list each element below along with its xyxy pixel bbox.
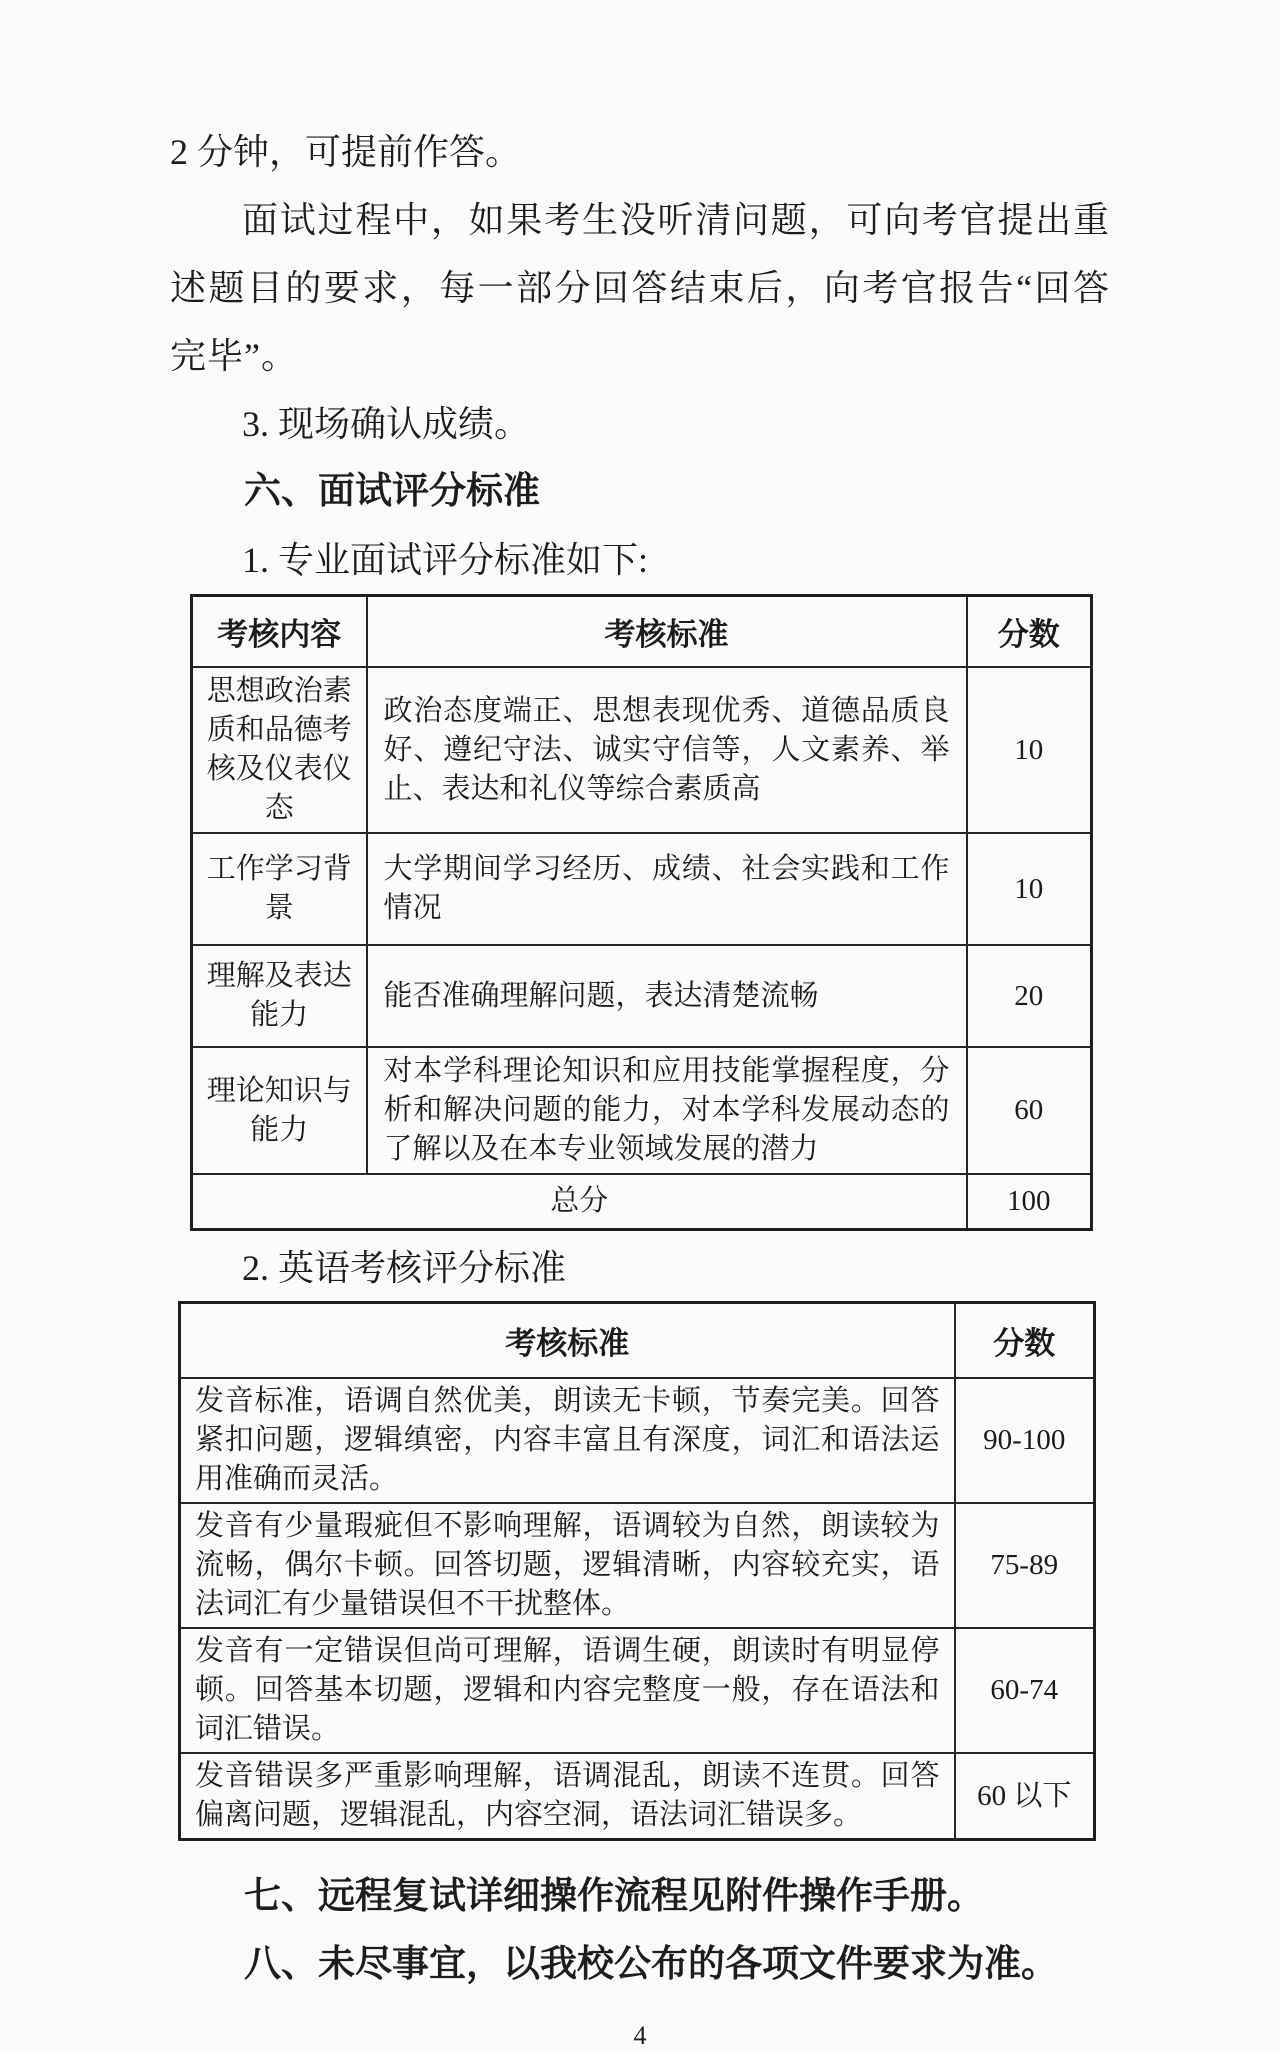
table1-total-row	[192, 1174, 1092, 1230]
table1-row4-score: 60	[967, 1047, 1092, 1174]
table2-row1-standard: 发音标准，语调自然优美，朗读无卡顿，节奏完美。回答紧扣问题，逻辑缜密，内容丰富且有深度，词汇和语法运用准确而灵活。	[180, 1378, 955, 1503]
table-row	[180, 1628, 1095, 1753]
table1-header-content: 考核内容	[192, 596, 367, 668]
table-row	[192, 945, 1092, 1047]
table2-row3-standard: 发音有一定错误但尚可理解，语调生硬，朗读时有明显停顿。回答基本切题，逻辑和内容完整度一般，存在语法和词汇错误。	[180, 1628, 955, 1753]
table1-row3-standard: 能否准确理解问题，表达清楚流畅	[367, 945, 967, 1047]
table1-header-row	[192, 596, 1092, 668]
section-heading-six: 六、面试评分标准	[244, 471, 540, 512]
paragraph-confirm-score: 3. 现场确认成绩。	[242, 404, 531, 444]
professional-interview-score-table	[190, 594, 1093, 1231]
table-row	[192, 667, 1092, 833]
table2-header-row	[180, 1303, 1095, 1379]
paragraph-interview-process: 面试过程中，如果考生没听清问题，可向考官提出重述题目的要求，每一部分回答结束后，向考官报告“回答完毕”。	[170, 200, 1110, 376]
table1-row2-content: 工作学习背景	[192, 833, 367, 945]
table1-header-score: 分数	[967, 596, 1092, 668]
table-row	[192, 833, 1092, 945]
table1-row4-standard: 对本学科理论知识和应用技能掌握程度，分析和解决问题的能力，对本学科发展动态的了解以及在本专业领域发展的潜力	[367, 1047, 967, 1174]
table1-row1-content: 思想政治素质和品德考核及仪表仪态	[192, 667, 367, 833]
table2-row1-score: 90-100	[955, 1378, 1095, 1503]
table1-row3-score: 20	[967, 945, 1092, 1047]
table2-row2-standard: 发音有少量瑕疵但不影响理解，语调较为自然，朗读较为流畅，偶尔卡顿。回答切题，逻辑清晰，内容较充实，语法词汇有少量错误但不干扰整体。	[180, 1503, 955, 1628]
table-row	[180, 1378, 1095, 1503]
section-heading-eight: 八、未尽事宜，以我校公布的各项文件要求为准。	[244, 1944, 1058, 1985]
table2-row4-score: 60 以下	[955, 1753, 1095, 1840]
table2-row3-score: 60-74	[955, 1628, 1095, 1753]
table1-row2-score: 10	[967, 833, 1092, 945]
table1-header-standard: 考核标准	[367, 596, 967, 668]
english-assessment-score-table	[178, 1301, 1096, 1841]
table1-row2-standard: 大学期间学习经历、成绩、社会实践和工作情况	[367, 833, 967, 945]
table-row	[192, 1047, 1092, 1174]
table1-row1-standard: 政治态度端正、思想表现优秀、道德品质良好、遵纪守法、诚实守信等，人文素养、举止、表达和礼仪等综合素质高	[367, 667, 967, 833]
section-heading-seven: 七、远程复试详细操作流程见附件操作手册。	[244, 1876, 984, 1917]
table2-row4-standard: 发音错误多严重影响理解，语调混乱，朗读不连贯。回答偏离问题，逻辑混乱，内容空洞，语法词汇错误多。	[180, 1753, 955, 1840]
table1-row3-content: 理解及表达能力	[192, 945, 367, 1047]
table1-row4-content: 理论知识与能力	[192, 1047, 367, 1174]
page-number: 4	[633, 2021, 647, 2050]
table1-total-score: 100	[967, 1174, 1092, 1230]
table2-header-score: 分数	[955, 1303, 1095, 1379]
english-standard-intro: 2. 英语考核评分标准	[242, 1248, 567, 1288]
table1-total-label: 总分	[192, 1174, 967, 1230]
table2-header-standard: 考核标准	[180, 1303, 955, 1379]
professional-standard-intro: 1. 专业面试评分标准如下:	[242, 540, 649, 580]
table-row	[180, 1753, 1095, 1840]
table2-row2-score: 75-89	[955, 1503, 1095, 1628]
paragraph-answer-time: 2 分钟，可提前作答。	[170, 132, 522, 172]
table-row	[180, 1503, 1095, 1628]
table1-row1-score: 10	[967, 667, 1092, 833]
